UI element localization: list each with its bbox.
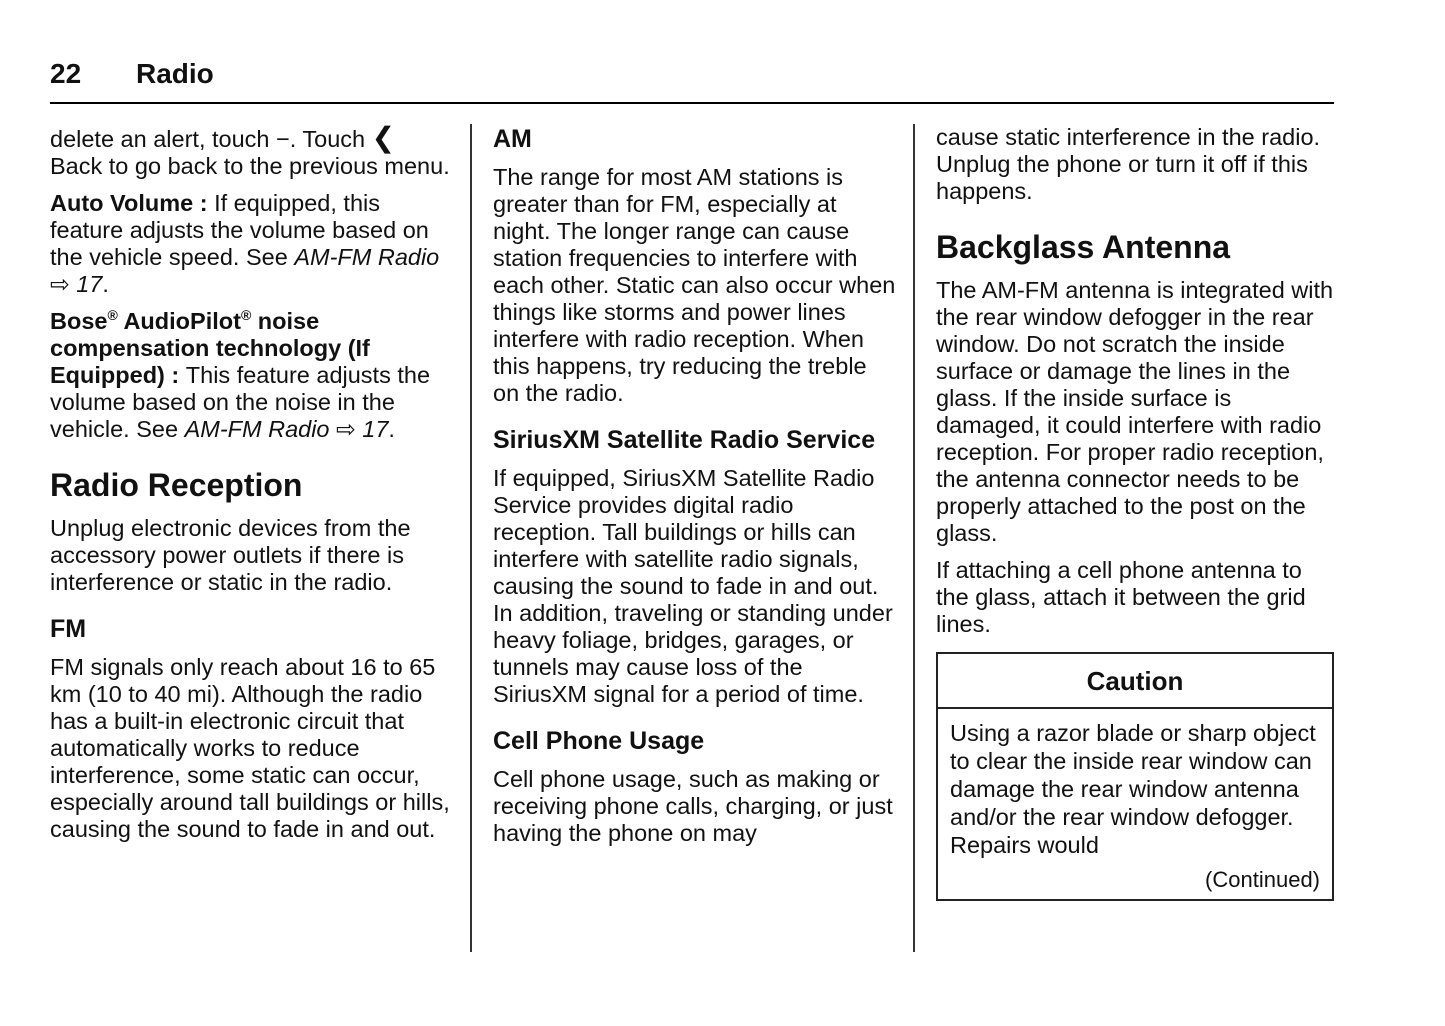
- fm-heading: FM: [50, 615, 87, 643]
- radio-reception-paragraph: Unplug electronic devices from the accessory power outlets if there is interference or static in the radio.: [50, 515, 411, 595]
- backglass-antenna-heading: Backglass Antenna: [936, 229, 1231, 265]
- section-title: Radio: [136, 58, 214, 89]
- page-number: 22: [50, 58, 82, 89]
- am-heading: AM: [493, 125, 532, 153]
- bose-label: Bose® AudioPilot® noise compensation technology (If Equipped) :: [50, 307, 370, 388]
- cell-phone-paragraph: Cell phone usage, such as making or receiving phone calls, charging, or just having the phone on may: [493, 766, 893, 846]
- bose-paragraph: Bose® AudioPilot® noise compensation technology (If Equipped) : This feature adjusts the volume based on the noise in the vehicle. See AM-FM Radio ⇨ 17.: [50, 307, 431, 442]
- arrow-icon: ⇨: [50, 271, 70, 297]
- intro-paragraph: delete an alert, touch −. Touch ❮ Back to go back to the previous menu.: [50, 122, 450, 179]
- backglass-paragraph: The AM-FM antenna is integrated with the rear window defogger in the rear window. Do not scratch the inside surface or damage the lines in the glass. If the inside surface is damaged, it could interfere with radio reception. For proper radio reception, the antenna connector needs to be properly attached to the post on the glass.: [936, 277, 1334, 546]
- caution-text: Using a razor blade or sharp object to clear the inside rear window can damage the rear window antenna and/or the rear window defogger. Repairs would: [950, 720, 1316, 858]
- column-3: [936, 124, 1334, 901]
- cell-phone-heading: Cell Phone Usage: [493, 727, 705, 755]
- sirius-paragraph: If equipped, SiriusXM Satellite Radio Service provides digital radio reception. Tall buildings or hills can interfere with satellite radio signals, causing the sound to fade in and out. In addition, traveling or standing under heavy foliage, bridges, garages, or tunnels may cause loss of the SiriusXM signal for a period of time.: [493, 465, 893, 707]
- continued-label: (Continued): [1205, 867, 1320, 892]
- attach-antenna-paragraph: If attaching a cell phone antenna to the glass, attach it between the grid lines.: [936, 557, 1306, 637]
- caution-box: [936, 652, 1334, 901]
- auto-volume-label: Auto Volume :: [50, 190, 215, 216]
- radio-reception-heading: Radio Reception: [50, 467, 303, 503]
- cell-phone-continued: cause static interference in the radio. Unplug the phone or turn it off if this happens.: [936, 124, 1321, 204]
- sirius-heading: SiriusXM Satellite Radio Service: [493, 426, 876, 454]
- registered-mark: ®: [240, 307, 252, 324]
- caution-title: Caution: [938, 654, 1332, 709]
- cross-reference[interactable]: AM-FM Radio ⇨ 17: [184, 416, 389, 442]
- am-paragraph: The range for most AM stations is greater than for FM, especially at night. The longer range can cause station frequencies to interfere with each other. Static can also occur when things like storms and power lines interfere with radio reception. When this happens, try reducing the treble on the radio.: [493, 164, 896, 406]
- cross-reference[interactable]: AM-FM Radio ⇨ 17: [50, 244, 440, 297]
- page-header: [50, 56, 1334, 104]
- arrow-icon: ⇨: [336, 416, 356, 442]
- column-2: [493, 124, 898, 857]
- registered-mark: ®: [107, 307, 118, 324]
- column-1: [50, 124, 455, 853]
- auto-volume-paragraph: Auto Volume : If equipped, this feature adjusts the volume based on the vehicle speed. See AM-FM Radio ⇨ 17.: [50, 190, 440, 297]
- back-chevron-icon: ❮: [371, 122, 396, 153]
- column-divider: [913, 124, 915, 952]
- fm-paragraph: FM signals only reach about 16 to 65 km (10 to 40 mi). Although the radio has a built-in electronic circuit that automatically works to reduce interference, some static can occur, especially around tall buildings or hills, causing the sound to fade in and out.: [50, 654, 450, 842]
- column-divider: [470, 124, 472, 952]
